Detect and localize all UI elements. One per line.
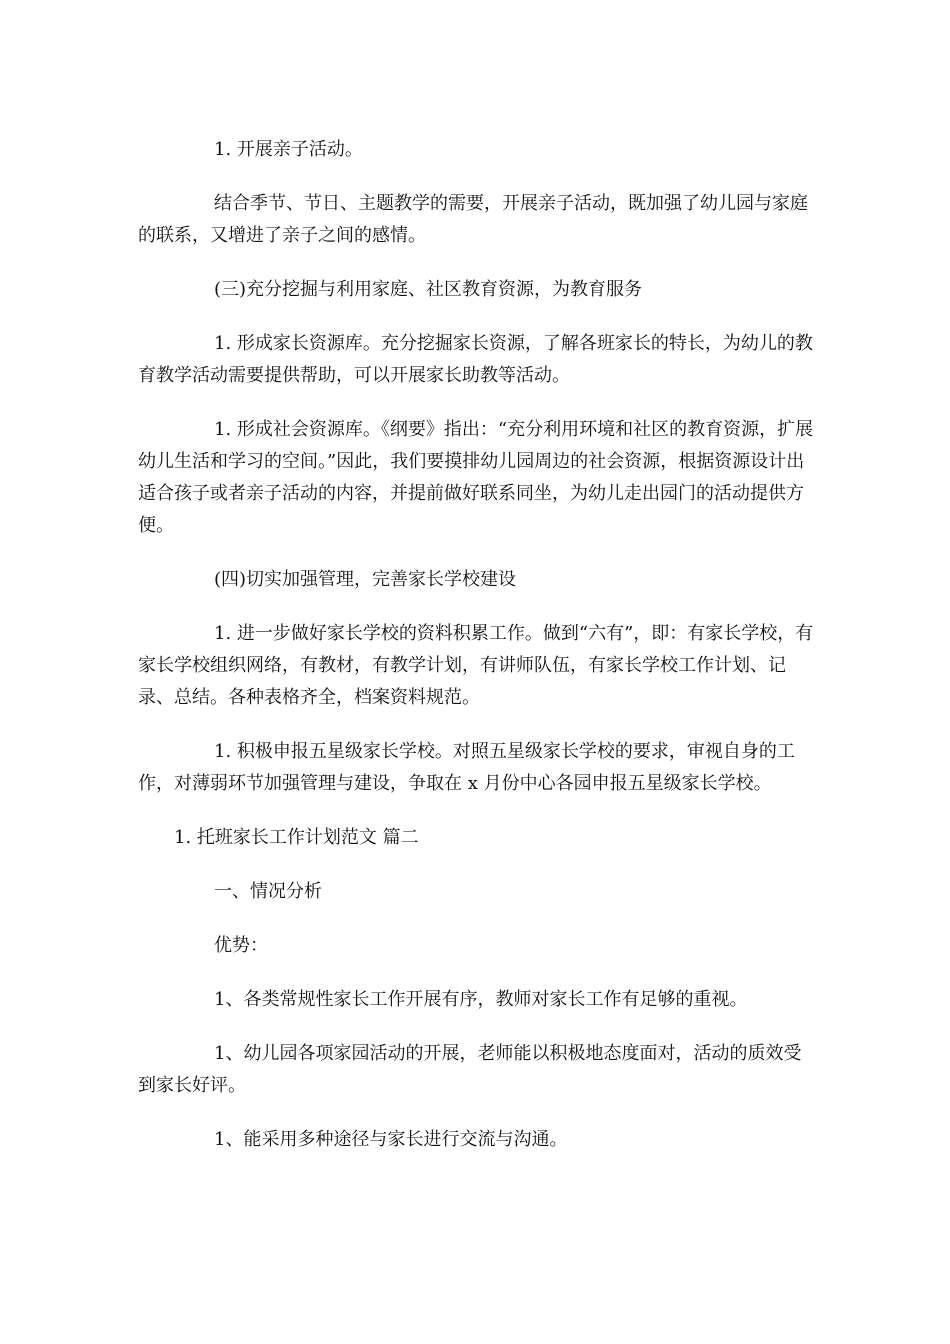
section-heading: 一、情况分析 — [214, 881, 322, 902]
paragraph: 1. 开展亲子活动。 — [214, 139, 363, 160]
article-title: 1. 托班家长工作计划范文 篇二 — [174, 827, 419, 848]
paragraph: 1、能采用多种途径与家长进行交流与沟通。 — [214, 1129, 568, 1150]
paragraph: 优势： — [214, 935, 268, 956]
paragraph: 1. 进一步做好家长学校的资料积累工作。做到“六有”，即：有家长学校，有家长学校组织网络，有教材，有教学计划，有讲师队伍，有家长学校工作计划、记录、总结。各种表格齐全，档案资料规范。 — [138, 623, 814, 708]
paragraph: 1、各类常规性家长工作开展有序，教师对家长工作有足够的重视。 — [214, 989, 748, 1010]
paragraph: 结合季节、节日、主题教学的需要，开展亲子活动，既加强了幼儿园与家庭的联系，又增进了亲子之间的感情。 — [138, 193, 808, 246]
paragraph: 1. 形成社会资源库。《纲要》指出：“充分利用环境和社区的教育资源，扩展幼儿生活和学习的空间。”因此，我们要摸排幼儿园周边的社会资源，根据资源设计出适合孩子或者亲子活动的内容，并提前做好联系同坐，为幼儿走出园门的活动提供方便。 — [138, 419, 814, 536]
paragraph: 1、幼儿园各项家园活动的开展，老师能以积极地态度面对，活动的质效受到家长好评。 — [138, 1043, 802, 1096]
paragraph: 1. 积极申报五星级家长学校。对照五星级家长学校的要求，审视自身的工作，对薄弱环节加强管理与建设，争取在 x 月份中心各园申报五星级家长学校。 — [138, 741, 795, 794]
paragraph: 1. 形成家长资源库。充分挖掘家长资源，了解各班家长的特长，为幼儿的教育教学活动需要提供帮助，可以开展家长助教等活动。 — [138, 333, 813, 386]
section-heading: (四)切实加强管理，完善家长学校建设 — [214, 569, 517, 590]
document-body — [138, 134, 818, 1178]
section-heading: (三)充分挖掘与利用家庭、社区教育资源，为教育服务 — [214, 279, 643, 300]
